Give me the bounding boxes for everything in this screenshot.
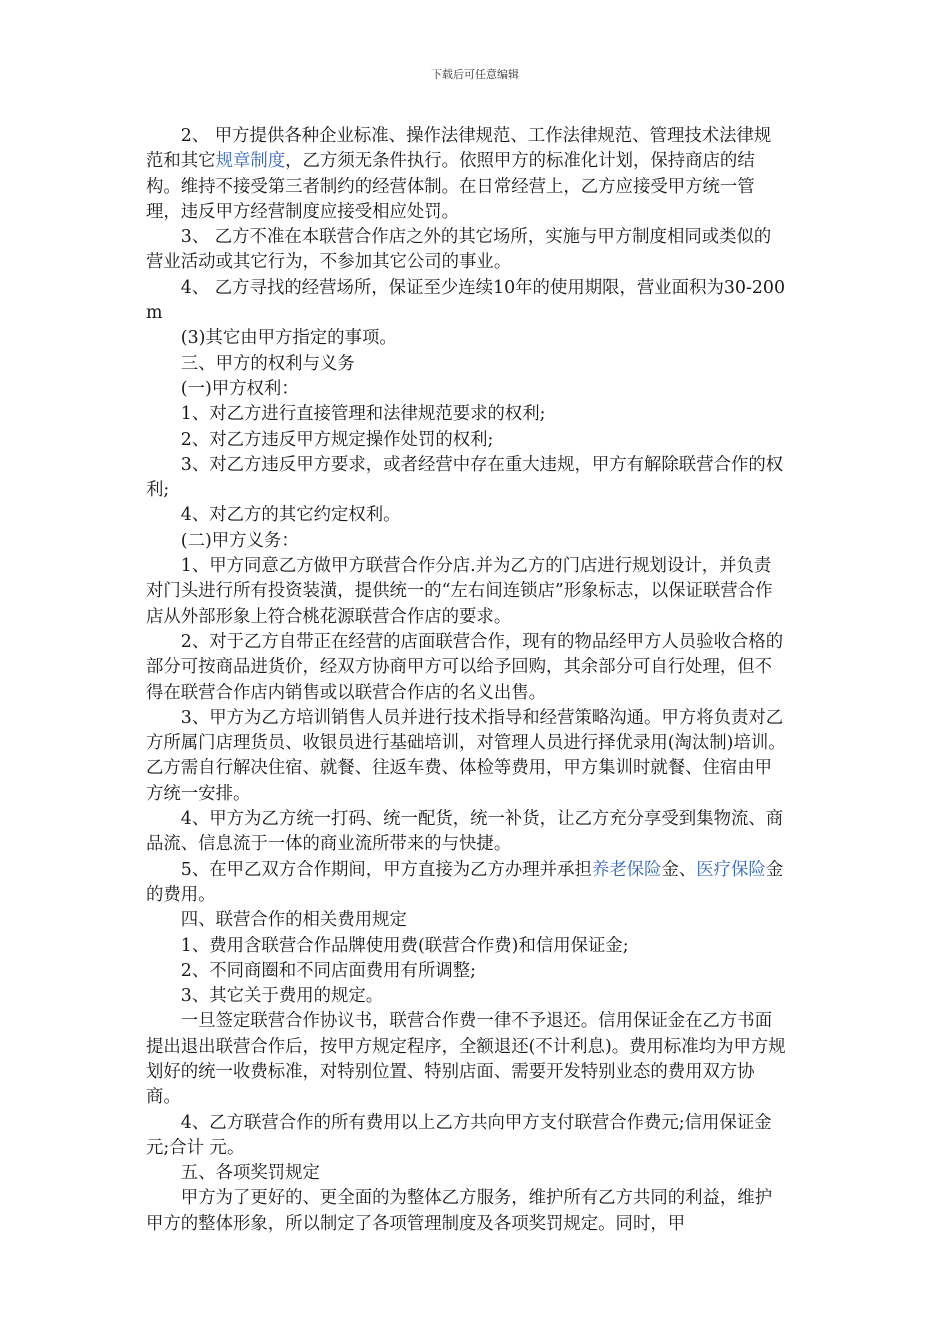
paragraph [146,630,786,706]
paragraph-text: 1、费用含联营合作品牌使用费(联营合作费)和信用保证金; [180,935,629,956]
paragraph [146,858,786,909]
paragraph-text: 2、对乙方违反甲方规定操作处罚的权利; [180,429,494,450]
paragraph-text: 1、对乙方进行直接管理和法律规范要求的权利; [180,404,546,425]
paragraph-text: 金、 [661,859,697,880]
paragraph [146,453,786,504]
paragraph-text: 甲方为了更好的、更全面的为整体乙方服务，维护所有乙方共同的利益，维护甲方的整体形象，所以制定了各项管理制度及各项奖罚规定。同时，甲 [146,1188,773,1234]
paragraph-text: (二)甲方义务： [180,530,299,551]
paragraph [146,276,786,327]
paragraph-text: 5、在甲乙双方合作期间，甲方直接为乙方办理并承担 [180,859,592,880]
paragraph [146,706,786,807]
paragraph-text: 3、 乙方不准在本联营合作店之外的其它场所，实施与甲方制度相同或类似的营业活动或其它行为，不参加其它公司的事业。 [146,227,772,273]
paragraph-text: 金的费用。 [146,859,784,905]
paragraph-text: 五、各项奖罚规定 [180,1163,320,1184]
paragraph [146,326,786,351]
paragraph-text: 1、甲方同意乙方做甲方联营合作分店.并为乙方的门店进行规划设计，并负责对门头进行所有投资装潢，提供统一的“左右间连锁店”形象标志，以保证联营合作店从外部形象上符合桃花源联营合作店的要求。 [146,556,773,627]
paragraph [146,1161,786,1186]
paragraph [146,529,786,554]
paragraph [146,377,786,402]
paragraph-text: 3、其它关于费用的规定。 [180,986,384,1007]
paragraph [146,503,786,528]
hyperlink[interactable]: 医疗保险 [696,859,766,880]
paragraph-text: 2、不同商圈和不同店面费用有所调整; [180,960,476,981]
paragraph-text: 一旦签定联营合作协议书，联营合作费一律不予退还。信用保证金在乙方书面提出退出联营合作后，按甲方规定程序，全额退还(不计利息)。费用标准均为甲方规划好的统一收费标准，对特别位置、特别店面、需要开发特别业态的费用双方协商。 [146,1011,786,1108]
paragraph [146,1009,786,1110]
page-header-note: 下载后可任意编辑 [431,68,519,81]
paragraph [146,959,786,984]
paragraph-text: 2、 甲方提供各种企业标准、操作法律规范、工作法律规范、管理技术法律规范和其它 [146,126,772,172]
paragraph-text: ，乙方须无条件执行。依照甲方的标准化计划，保持商店的结构。维持不接受第三者制约的经营体制。在日常经营上，乙方应接受甲方统一管理，违反甲方经营制度应接受相应处罚。 [146,151,755,222]
paragraph-text: 3、甲方为乙方培训销售人员并进行技术指导和经营策略沟通。甲方将负责对乙方所属门店理货员、收银员进行基础培训，对管理人员进行择优录用(淘汰制)培训。乙方需自行解决住宿、就餐、往返车费、体检等费用，甲方集训时就餐、住宿由甲方统一安排。 [146,707,786,804]
paragraph-text: 4、对乙方的其它约定权利。 [180,505,401,526]
paragraph-text: 四、联营合作的相关费用规定 [180,910,407,931]
paragraph-text: (一)甲方权利： [180,378,299,399]
paragraph [146,807,786,858]
paragraph [146,984,786,1009]
paragraph-text: 4、 乙方寻找的经营场所，保证至少连续10年的使用期限，营业面积为30-200 m [146,277,786,324]
paragraph [146,124,786,225]
paragraph-text: 3、对乙方违反甲方要求，或者经营中存在重大违规，甲方有解除联营合作的权利; [146,454,784,501]
paragraph [146,352,786,377]
paragraph [146,428,786,453]
paragraph-text: 4、乙方联营合作的所有费用以上乙方共向甲方支付联营合作费元;信用保证金 元;合计 元。 [146,1112,772,1158]
paragraph-text: 三、甲方的权利与义务 [180,353,355,374]
hyperlink[interactable]: 规章制度 [215,151,286,172]
paragraph [146,402,786,427]
paragraph [146,1186,786,1237]
paragraph-text: 4、甲方为乙方统一打码、统一配货，统一补货，让乙方充分享受到集物流、商品流、信息流于一体的商业流所带来的与快捷。 [146,809,784,855]
paragraph [146,225,786,276]
paragraph-text: (3)其它由甲方指定的事项。 [180,328,397,349]
hyperlink[interactable]: 养老保险 [591,859,662,880]
paragraph [146,554,786,630]
paragraph [146,1111,786,1162]
document-body [146,124,786,1237]
paragraph [146,934,786,959]
paragraph [146,908,786,933]
paragraph-text: 2、对于乙方自带正在经营的店面联营合作，现有的物品经甲方人员验收合格的部分可按商品进货价，经双方协商甲方可以给予回购，其余部分可自行处理，但不得在联营合作店内销售或以联营合作店的名义出售。 [146,631,784,703]
